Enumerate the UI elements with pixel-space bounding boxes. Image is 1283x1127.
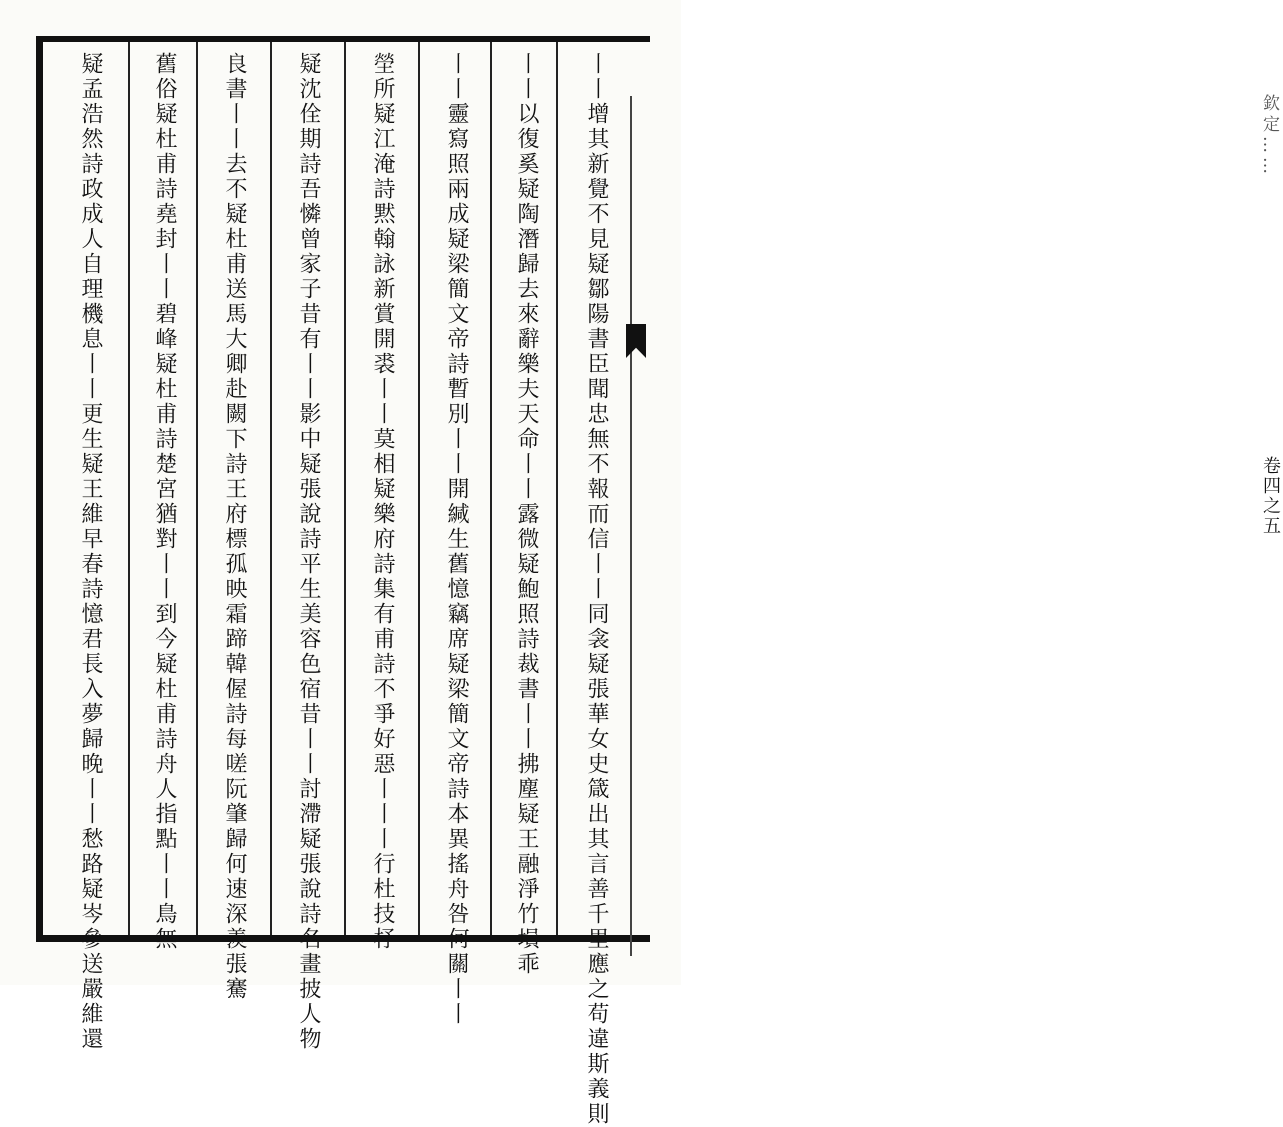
text-column-8	[60, 52, 120, 1052]
page-margin	[626, 36, 1281, 942]
column-text: 塋所疑江淹詩黙翰詠新賞開裘丨丨莫相疑樂府詩集有甫詩不爭好惡丨丨丨行杜技杼	[370, 52, 395, 952]
fishtail-mark	[626, 324, 646, 358]
column-rule	[270, 42, 272, 935]
column-text: 丨丨靈寫照兩成疑梁簡文帝詩暫別丨丨開緘生舊憶竊席疑梁簡文帝詩本異搖舟咎何關丨丨	[444, 52, 469, 1027]
frame-left-border	[36, 36, 43, 942]
text-column-6	[204, 52, 264, 1002]
column-text: 丨丨以復奚疑陶潛歸去來辭樂夫天命丨丨露微疑鮑照詩裁書丨丨拂塵疑王融淨竹塤乖	[514, 52, 539, 977]
column-text: 良書丨丨去不疑杜甫送馬大卿赴闕下詩王府標孤映霜蹄韓偓詩每嗟阮肇歸何速深羨張騫	[222, 52, 247, 1002]
column-rule	[196, 42, 198, 935]
text-column-3	[426, 52, 486, 1027]
column-text: 疑孟浩然詩政成人自理機息丨丨更生疑王維早春詩憶君長入夢歸晚丨丨愁路疑岑參送嚴維還	[78, 52, 103, 1052]
text-column-2	[496, 52, 556, 977]
frame-bottom-border	[38, 935, 650, 942]
column-rule	[128, 42, 130, 935]
column-rule	[344, 42, 346, 935]
text-column-4	[352, 52, 412, 952]
column-rule	[418, 42, 420, 935]
text-column-7	[134, 52, 194, 952]
text-column-1	[566, 52, 626, 1127]
margin-volume-label: 卷四之五	[1260, 456, 1281, 536]
column-text: 舊俗疑杜甫詩堯封丨丨碧峰疑杜甫詩楚宮猶對丨丨到今疑杜甫詩舟人指點丨丨鳥無	[152, 52, 177, 952]
margin-title: 欽定……	[1259, 94, 1279, 178]
column-rule	[556, 42, 558, 935]
column-text: 丨丨增其新覺不見疑鄒陽書臣聞忠無不報而信丨丨同衾疑張華女史箴出其言善千里應之苟違斯義則	[584, 52, 609, 1127]
column-rule	[490, 42, 492, 935]
text-column-5	[278, 52, 338, 1052]
margin-rule	[630, 96, 632, 956]
column-text: 疑沈佺期詩吾憐曾家子昔有丨丨影中疑張說詩平生美容色宿昔丨丨討滯疑張說詩名畫披人物	[296, 52, 321, 1052]
